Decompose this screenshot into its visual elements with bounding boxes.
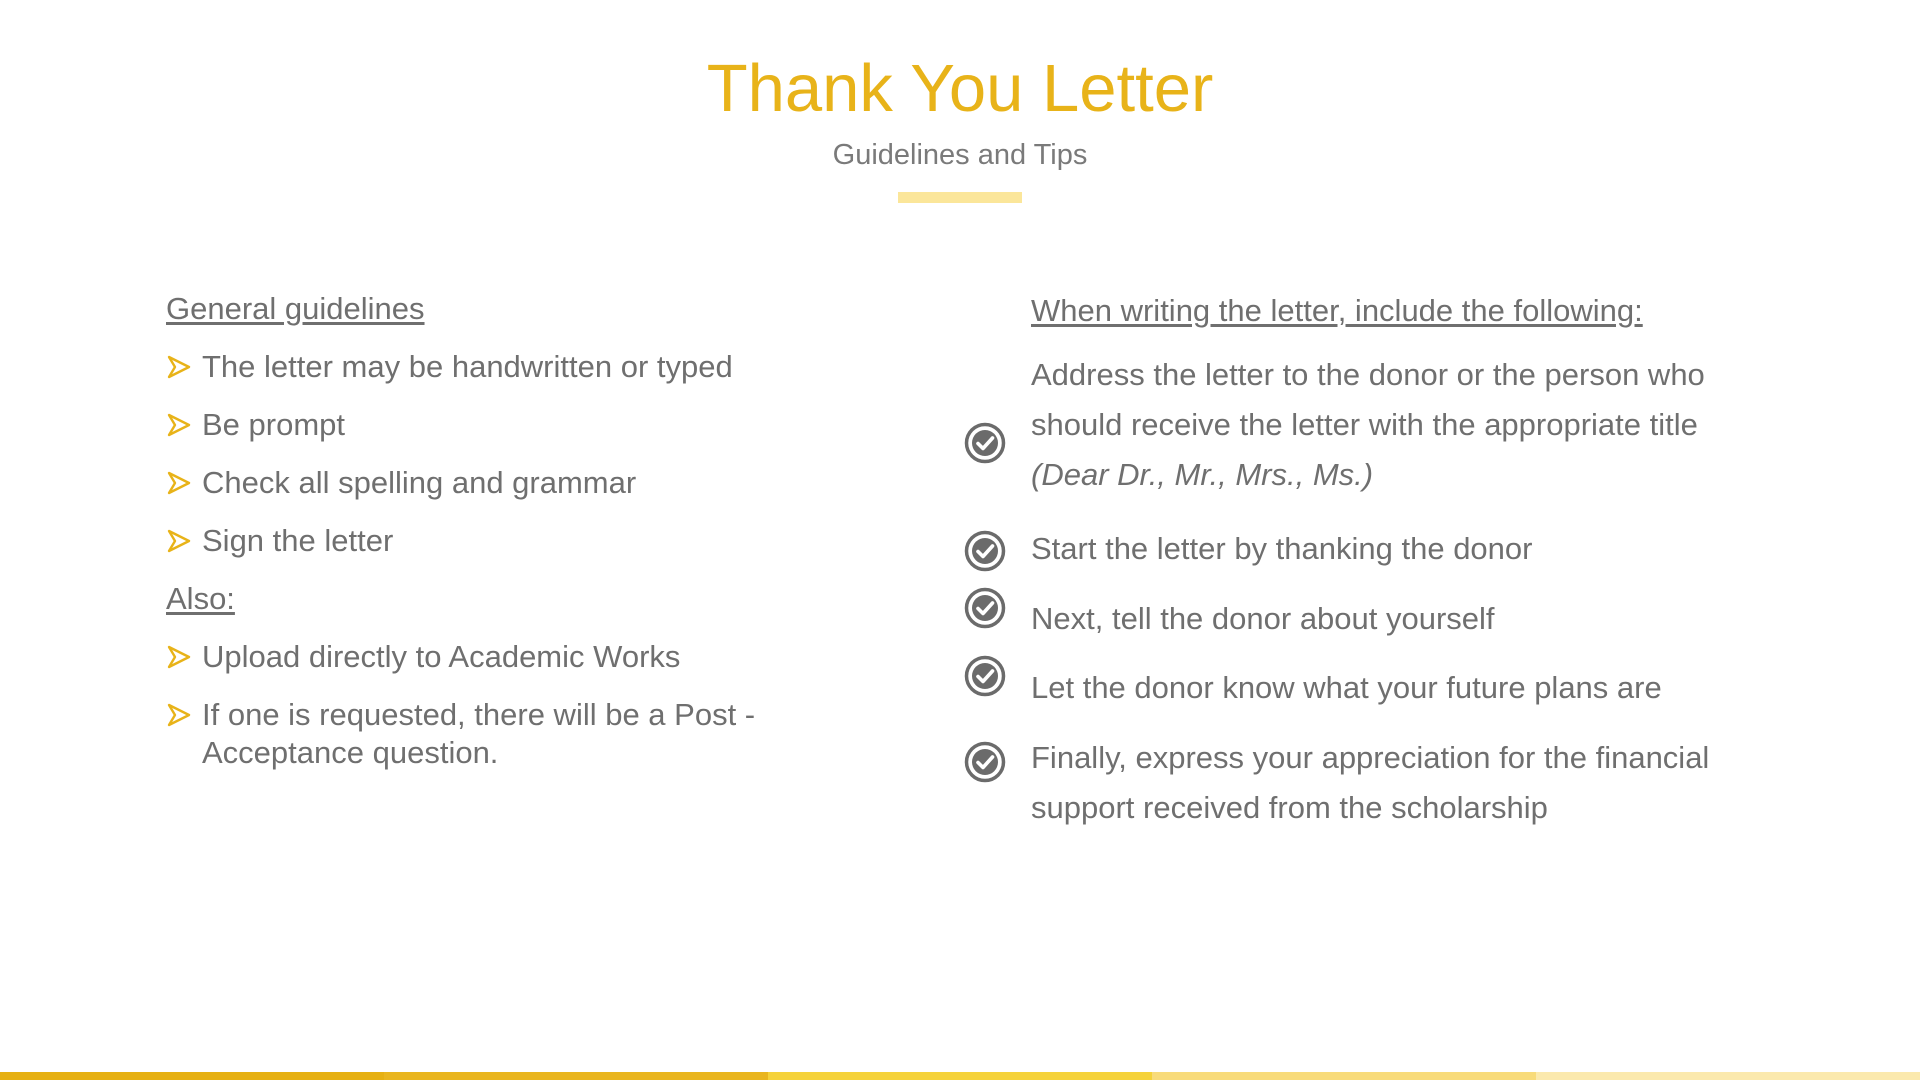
list-item [166, 696, 802, 772]
list-item [166, 464, 806, 502]
check-circle-icon [964, 422, 1006, 464]
check-circle-icon [964, 530, 1006, 572]
list-item [166, 348, 806, 386]
list-item-text: Finally, express your appreciation for the financial support received from the scholarship [1031, 740, 1710, 825]
title-underline-rule [898, 192, 1022, 203]
check-circle-icon [964, 655, 1006, 697]
slide-subtitle: Guidelines and Tips [832, 139, 1088, 171]
list-item-text: Sign the letter [202, 523, 394, 558]
bottom-bar-segment [1536, 1072, 1920, 1080]
slide-title: Thank You Letter [706, 51, 1214, 126]
list-item-text: The letter may be handwritten or typed [202, 349, 733, 384]
list-item-text: Be prompt [202, 407, 346, 442]
list-item-text: If one is requested, there will be a Post -Acceptance question. [202, 697, 756, 770]
general-guidelines-heading: General guidelines [166, 291, 425, 326]
list-item [166, 638, 806, 676]
bottom-bar-segment [1152, 1072, 1536, 1080]
check-circle-icon [964, 587, 1006, 629]
list-item-main-text: Address the letter to the donor or the person who should receive the letter with the appropriate title [1031, 357, 1705, 442]
list-item-text: Start the letter by thanking the donor [1031, 531, 1533, 566]
list-item-text: Let the donor know what your future plans are [1031, 670, 1662, 705]
general-guidelines-column [166, 290, 806, 792]
list-item [166, 406, 806, 444]
arrow-bullet-icon [166, 696, 192, 734]
list-item-text [1031, 350, 1771, 500]
bottom-bar-segment [384, 1072, 768, 1080]
list-item-text: Upload directly to Academic Works [202, 639, 681, 674]
arrow-bullet-icon [166, 638, 192, 676]
arrow-bullet-icon [166, 406, 192, 444]
bottom-accent-bar [0, 1072, 1920, 1080]
bottom-bar-segment [768, 1072, 1152, 1080]
list-item-text: Next, tell the donor about yourself [1031, 601, 1495, 636]
arrow-bullet-icon [166, 464, 192, 502]
bottom-bar-segment [0, 1072, 384, 1080]
list-item-text: Check all spelling and grammar [202, 465, 637, 500]
letter-contents-heading: When writing the letter, include the following: [1031, 293, 1643, 328]
also-list [166, 638, 806, 772]
check-circle-icon [964, 741, 1006, 783]
general-guidelines-list [166, 348, 806, 560]
list-item [166, 522, 806, 560]
arrow-bullet-icon [166, 348, 192, 386]
arrow-bullet-icon [166, 522, 192, 560]
also-heading: Also: [166, 581, 235, 616]
title-examples-note: (Dear Dr., Mr., Mrs., Ms.) [1031, 457, 1374, 492]
